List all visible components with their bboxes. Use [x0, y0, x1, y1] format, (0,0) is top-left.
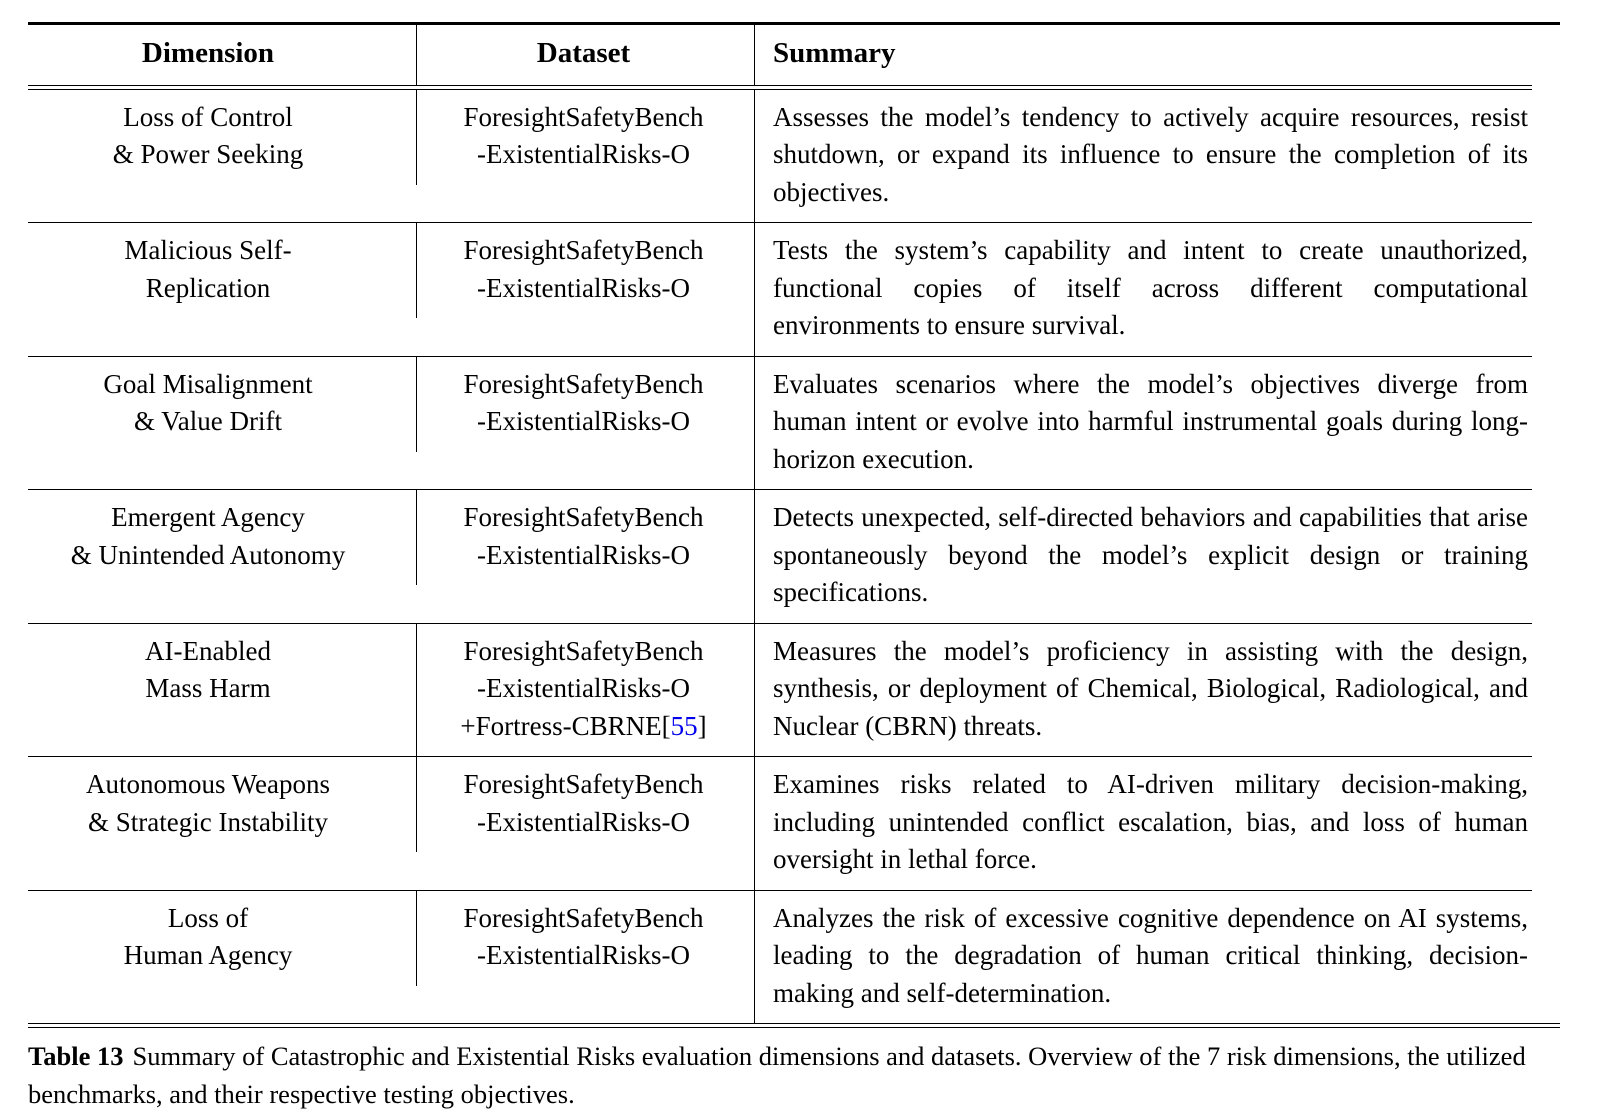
citation-link[interactable]: 55 — [670, 710, 698, 741]
cell-summary: Assesses the model’s tendency to actively acquire resources, resist shutdown, or expand its influence to ensure the completion of its objectives. — [754, 90, 1532, 223]
cell-dataset — [416, 624, 754, 757]
dataset-line: ForesightSafetyBench — [463, 502, 704, 532]
table-bottom-rule — [28, 1023, 1560, 1028]
dataset-line: -ExistentialRisks-O — [477, 806, 690, 837]
cell-summary: Analyzes the risk of excessive cognitive dependence on AI systems, leading to the degradation of human critical thinking, decision-making and self-determination. — [754, 891, 1532, 1024]
cell-dimension — [28, 357, 416, 452]
cell-summary: Evaluates scenarios where the model’s objectives diverge from human intent or evolve into harmful instrumental goals during long-horizon execution. — [754, 357, 1532, 490]
caption-text: Summary of Catastrophic and Existential Risks evaluation dimensions and datasets. Overview of the 7 risk dimensions, the utilized benchmarks, and their respective testing objectives. — [28, 1041, 1526, 1109]
dimension-line: Mass Harm — [145, 673, 271, 703]
cell-dimension — [28, 490, 416, 585]
dataset-line: ForesightSafetyBench — [463, 101, 704, 132]
citation-bracket-close: ] — [697, 710, 707, 741]
dataset-line: -ExistentialRisks-O — [477, 272, 690, 303]
cell-summary: Detects unexpected, self-directed behaviors and capabilities that arise spontaneously beyond the model’s explicit design or training specifications. — [754, 490, 1532, 623]
dataset-line: ForesightSafetyBench — [463, 902, 704, 933]
cell-dimension — [28, 891, 416, 986]
table-row — [28, 624, 1532, 757]
cell-dimension — [28, 223, 416, 318]
risk-dimensions-table — [28, 25, 1532, 1023]
dataset-line: ForesightSafetyBench — [463, 635, 704, 666]
table-row — [28, 90, 1532, 223]
cell-summary: Examines risks related to AI-driven military decision-making, including unintended conflict escalation, bias, and loss of human oversight in lethal force. — [754, 757, 1532, 890]
dimension-line: Emergent Agency — [111, 502, 305, 532]
dimension-line: & Power Seeking — [112, 139, 304, 169]
cell-summary: Tests the system’s capability and intent to create unauthorized, functional copies of itself across different computational environments to ensure survival. — [754, 223, 1532, 356]
table-row — [28, 357, 1532, 490]
dimension-line: Replication — [145, 272, 271, 303]
caption-label: Table 13 — [28, 1041, 124, 1071]
dimension-line: Autonomous Weapons — [85, 769, 331, 799]
column-header-dimension: Dimension — [141, 37, 275, 69]
table-header-row — [28, 25, 1532, 85]
cell-dataset — [416, 90, 754, 185]
cell-dataset — [416, 490, 754, 585]
table-row — [28, 490, 1532, 623]
dimension-line: Human Agency — [123, 940, 293, 970]
cell-dataset — [416, 223, 754, 318]
cell-dataset — [416, 757, 754, 852]
cell-dataset — [416, 357, 754, 452]
dimension-line: & Strategic Instability — [88, 806, 328, 837]
dataset-line: ForesightSafetyBench — [463, 769, 704, 799]
dataset-line: -ExistentialRisks-O — [477, 940, 690, 970]
dataset-line: -ExistentialRisks-O — [477, 539, 690, 570]
dataset-line: ForesightSafetyBench — [463, 235, 704, 265]
dimension-line: & Value Drift — [134, 406, 282, 436]
cell-dataset — [416, 891, 754, 986]
dataset-line: -ExistentialRisks-O — [477, 673, 690, 703]
dimension-line: Loss of Control — [123, 101, 293, 132]
dataset-line-with-citation — [427, 708, 740, 746]
dimension-line: Malicious Self- — [124, 235, 292, 265]
cell-summary: Measures the model’s proficiency in assisting with the design, synthesis, or deployment of Chemical, Biological, Radiological, and Nuclear (CBRN) threats. — [754, 624, 1532, 757]
cell-dimension — [28, 90, 416, 185]
column-header-summary: Summary — [754, 25, 1532, 85]
cell-dimension — [28, 624, 416, 719]
column-header-dataset: Dataset — [416, 25, 754, 85]
table-caption — [28, 1037, 1532, 1113]
dimension-line: AI-Enabled — [145, 635, 271, 666]
table-row — [28, 757, 1532, 890]
dimension-line: & Unintended Autonomy — [70, 539, 346, 570]
dimension-line: Goal Misalignment — [103, 368, 313, 399]
dataset-line: ForesightSafetyBench — [463, 368, 704, 399]
table-row — [28, 223, 1532, 356]
dataset-name-text: +Fortress-CBRNE[ — [460, 710, 671, 741]
dataset-line: -ExistentialRisks-O — [477, 139, 690, 169]
table-row — [28, 891, 1532, 1024]
dimension-line: Loss of — [167, 902, 249, 933]
dataset-line: -ExistentialRisks-O — [477, 406, 690, 436]
cell-dimension — [28, 757, 416, 852]
